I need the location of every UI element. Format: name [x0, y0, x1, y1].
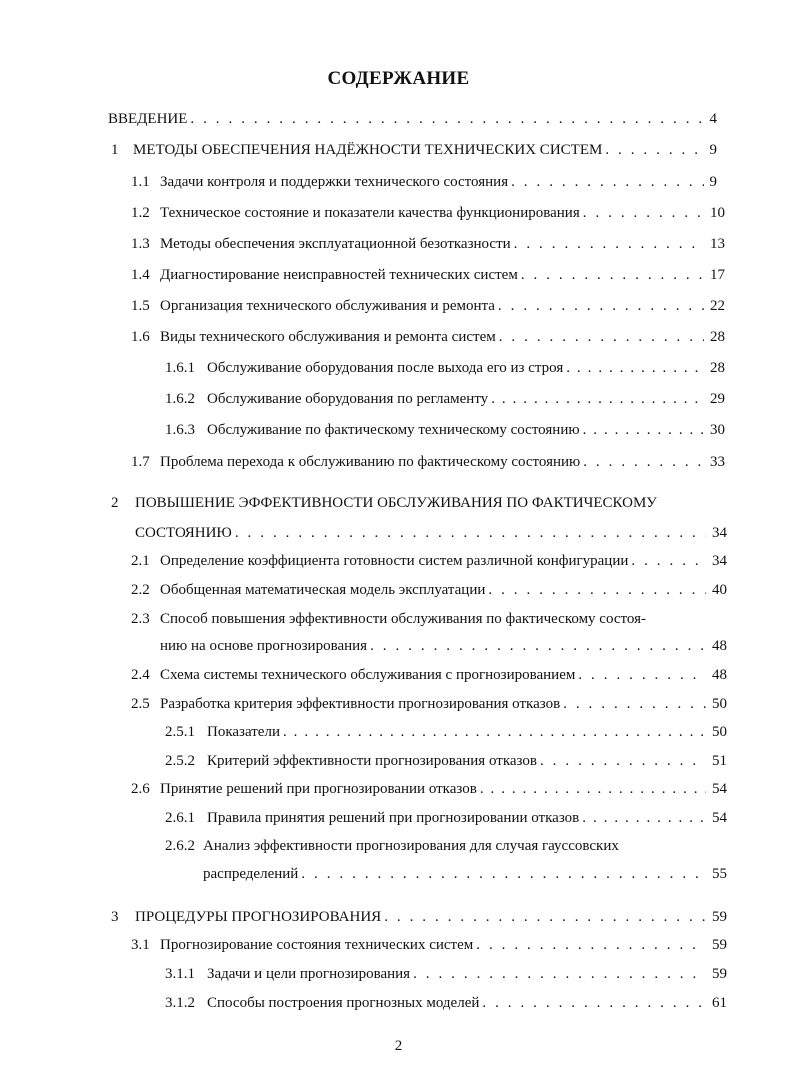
toc-entry-3-1 [131, 935, 727, 955]
toc-entry-number: 1 [111, 142, 119, 158]
dot-leader [602, 140, 703, 160]
dot-leader [628, 551, 706, 571]
dot-leader [579, 808, 706, 828]
toc-entry-text: Анализ эффективности прогнозирования для случая гауссовских [203, 838, 619, 854]
toc-entry-number: 1.4 [131, 267, 150, 283]
toc-entry-number: 3 [111, 909, 119, 925]
toc-entry-2-4 [131, 665, 727, 685]
toc-entry-1-3 [131, 234, 725, 254]
toc-entry-3-1-2 [165, 993, 727, 1013]
dot-leader [280, 722, 706, 742]
toc-entry-page: 10 [710, 205, 725, 221]
toc-entry-text: Обслуживание оборудования после выхода его из строя [207, 360, 564, 376]
toc-entry-page: 59 [712, 909, 727, 925]
toc-entry-number: 1.2 [131, 205, 150, 221]
toc-entry-text: Задачи контроля и поддержки технического состояния [160, 174, 509, 190]
toc-entry-2-6-2-line1 [165, 836, 619, 856]
toc-entry-2-6-1 [165, 808, 727, 828]
toc-entry-text-cont: СОСТОЯНИЮ [135, 525, 232, 541]
toc-entry-2-3-line1 [131, 609, 646, 629]
toc-entry-number: 2.2 [131, 582, 150, 598]
toc-entry-text: Обслуживание по фактическому техническому состоянию [207, 422, 580, 438]
toc-entry-text: Прогнозирование состояния технических систем [160, 937, 474, 953]
dot-leader [563, 358, 704, 378]
toc-entry-page: 4 [709, 111, 717, 127]
toc-entry-page: 22 [710, 298, 725, 314]
toc-entry-number: 2.1 [131, 553, 150, 569]
toc-entry-2-6 [131, 779, 727, 799]
toc-entry-1-6-3 [165, 420, 725, 440]
toc-entry-number: 1.5 [131, 298, 150, 314]
toc-entry-page: 40 [712, 582, 727, 598]
toc-entry-number: 3.1 [131, 937, 150, 953]
toc-entry-number: 2.6.1 [165, 810, 195, 826]
toc-entry-1-1 [131, 172, 717, 192]
toc-entry-number: 2.6 [131, 781, 150, 797]
toc-entry-page: 28 [710, 360, 725, 376]
toc-entry-page: 34 [712, 553, 727, 569]
toc-entry-page: 59 [712, 937, 727, 953]
toc-entry-chapter-3 [111, 907, 727, 927]
toc-entry-1-4 [131, 265, 725, 285]
dot-leader [511, 234, 704, 254]
toc-entry-intro [108, 109, 717, 129]
toc-entry-page: 9 [709, 142, 717, 158]
toc-entry-page: 50 [712, 724, 727, 740]
toc-entry-1-5 [131, 296, 725, 316]
toc-entry-page: 30 [710, 422, 725, 438]
toc-entry-2-6-2-line2 [203, 864, 727, 884]
toc-entry-number: 1.1 [131, 174, 150, 190]
toc-entry-text-cont: распределений [203, 866, 299, 882]
toc-entry-text: Разработка критерия эффективности прогнозирования отказов [160, 696, 561, 712]
toc-entry-text: Виды технического обслуживания и ремонта систем [160, 329, 496, 345]
dot-leader [479, 993, 706, 1013]
toc-entry-chapter-1 [111, 140, 717, 160]
toc-entry-number: 3.1.2 [165, 995, 195, 1011]
dot-leader [232, 523, 706, 543]
toc-entry-text: Способ повышения эффективности обслуживания по фактическому состоя- [160, 611, 646, 627]
toc-entry-text: Способы построения прогнозных моделей [207, 995, 480, 1011]
toc-entry-2-3-line2 [160, 636, 727, 656]
toc-entry-page: 28 [710, 329, 725, 345]
toc-entry-2-5-1 [165, 722, 727, 742]
toc-entry-3-1-1 [165, 964, 727, 984]
dot-leader [537, 751, 706, 771]
toc-entry-page: 34 [712, 525, 727, 541]
toc-entry-text: Методы обеспечения эксплуатационной безотказности [160, 236, 511, 252]
toc-entry-2-1 [131, 551, 727, 571]
toc-entry-1-6-2 [165, 389, 725, 409]
toc-entry-1-6-1 [165, 358, 725, 378]
toc-entry-page: 51 [712, 753, 727, 769]
toc-entry-text: Схема системы технического обслуживания с прогнозированием [160, 667, 576, 683]
toc-entry-text: ПОВЫШЕНИЕ ЭФФЕКТИВНОСТИ ОБСЛУЖИВАНИЯ ПО ФАКТИЧЕСКОМУ [135, 495, 657, 511]
toc-entry-page: 17 [710, 267, 725, 283]
toc-entry-text: Принятие решений при прогнозировании отказов [160, 781, 477, 797]
toc-entry-page: 29 [710, 391, 725, 407]
toc-entry-page: 50 [712, 696, 727, 712]
dot-leader [495, 296, 704, 316]
toc-entry-number: 1.6.1 [165, 360, 195, 376]
page-title: СОДЕРЖАНИЕ [327, 68, 470, 89]
dot-leader [381, 907, 706, 927]
toc-entry-page: 54 [712, 781, 727, 797]
toc-entry-number: 2.5.2 [165, 753, 195, 769]
toc-entry-page: 13 [710, 236, 725, 252]
toc-entry-number: 2.4 [131, 667, 150, 683]
toc-entry-number: 2.6.2 [165, 838, 195, 854]
dot-leader [575, 665, 706, 685]
dot-leader [580, 203, 704, 223]
toc-entry-number: 1.6 [131, 329, 150, 345]
toc-entry-number: 2.5.1 [165, 724, 195, 740]
toc-entry-chapter-2-line1 [111, 493, 657, 513]
toc-entry-page: 61 [712, 995, 727, 1011]
toc-entry-2-2 [131, 580, 727, 600]
toc-entry-number: 1.7 [131, 454, 150, 470]
dot-leader [580, 452, 704, 472]
toc-entry-number: 3.1.1 [165, 966, 195, 982]
toc-entry-chapter-2-line2 [135, 523, 727, 543]
dot-leader [580, 420, 704, 440]
toc-entry-text: МЕТОДЫ ОБЕСПЕЧЕНИЯ НАДЁЖНОСТИ ТЕХНИЧЕСКИХ СИСТЕМ [133, 142, 603, 158]
toc-entry-text: Правила принятия решений при прогнозировании отказов [207, 810, 580, 826]
toc-entry-text: Определение коэффициента готовности систем различной конфигурации [160, 553, 629, 569]
dot-leader [496, 327, 704, 347]
dot-leader [410, 964, 706, 984]
dot-leader [367, 636, 706, 656]
dot-leader [298, 864, 706, 884]
toc-entry-text: Обобщенная математическая модель эксплуатации [160, 582, 486, 598]
toc-entry-number: 1.6.3 [165, 422, 195, 438]
toc-entry-text: ВВЕДЕНИЕ [108, 111, 188, 127]
toc-entry-2-5-2 [165, 751, 727, 771]
dot-leader [560, 694, 706, 714]
toc-entry-page: 9 [709, 174, 717, 190]
toc-entry-page: 33 [710, 454, 725, 470]
toc-entry-number: 2.5 [131, 696, 150, 712]
dot-leader [187, 109, 703, 129]
toc-entry-text: Диагностирование неисправностей технических систем [160, 267, 518, 283]
toc-entry-text: ПРОЦЕДУРЫ ПРОГНОЗИРОВАНИЯ [135, 909, 382, 925]
toc-entry-page: 48 [712, 667, 727, 683]
toc-entry-2-5 [131, 694, 727, 714]
toc-entry-text: Обслуживание оборудования по регламенту [207, 391, 489, 407]
toc-entry-text: Показатели [207, 724, 280, 740]
page-number: 2 [394, 1038, 403, 1054]
toc-entry-text: Проблема перехода к обслуживанию по фактическому состоянию [160, 454, 581, 470]
dot-leader [518, 265, 704, 285]
toc-entry-1-2 [131, 203, 725, 223]
toc-entry-1-7 [131, 452, 725, 472]
toc-entry-text: Критерий эффективности прогнозирования отказов [207, 753, 537, 769]
toc-entry-page: 54 [712, 810, 727, 826]
dot-leader [488, 389, 704, 409]
dot-leader [485, 580, 706, 600]
toc-entry-page: 48 [712, 638, 727, 654]
dot-leader [473, 935, 706, 955]
toc-entry-text: Организация технического обслуживания и ремонта [160, 298, 495, 314]
toc-entry-text-cont: нию на основе прогнозирования [160, 638, 368, 654]
toc-entry-text: Техническое состояние и показатели качества функционирования [160, 205, 580, 221]
toc-entry-number: 1.3 [131, 236, 150, 252]
toc-entry-text: Задачи и цели прогнозирования [207, 966, 411, 982]
toc-entry-1-6 [131, 327, 725, 347]
toc-entry-page: 59 [712, 966, 727, 982]
dot-leader [508, 172, 703, 192]
toc-entry-number: 2 [111, 495, 119, 511]
toc-entry-number: 1.6.2 [165, 391, 195, 407]
dot-leader [477, 779, 706, 799]
toc-entry-page: 55 [712, 866, 727, 882]
toc-entry-number: 2.3 [131, 611, 150, 627]
